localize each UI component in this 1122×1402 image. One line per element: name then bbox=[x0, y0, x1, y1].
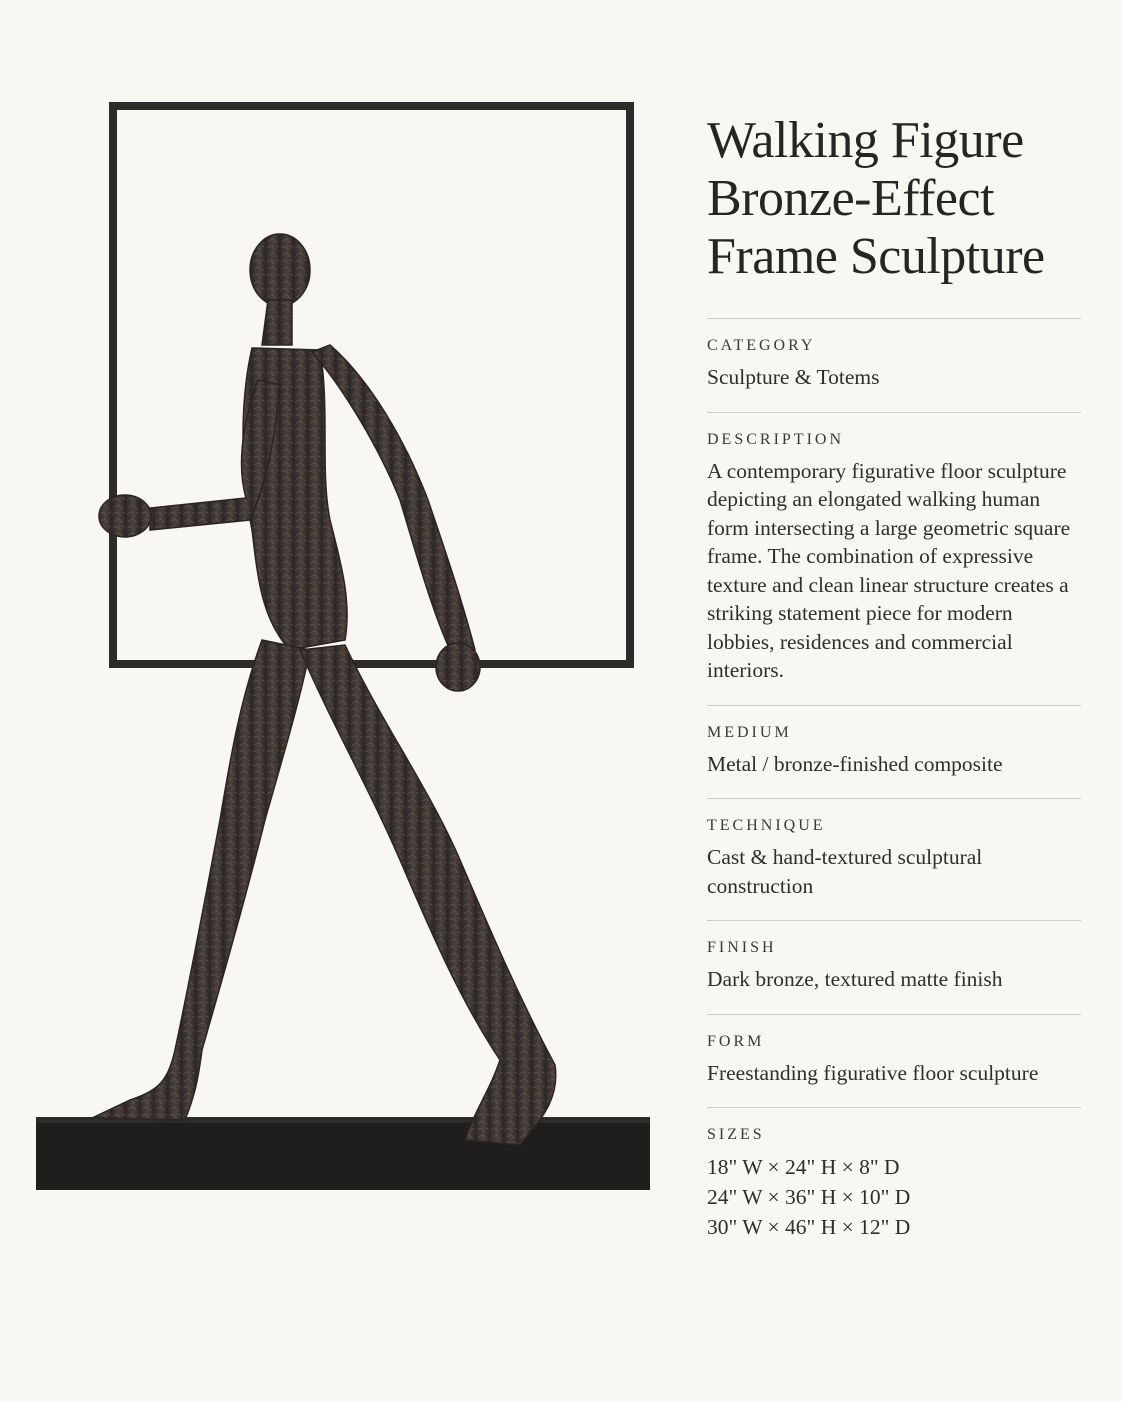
detail-value: Metal / bronze-finished composite bbox=[707, 751, 1003, 776]
detail-form bbox=[707, 1014, 1081, 1108]
size-item: 30" W × 46" H × 12" D bbox=[707, 1215, 911, 1239]
walking-figure bbox=[92, 234, 556, 1145]
detail-label: DESCRIPTION bbox=[707, 430, 845, 448]
size-item: 24" W × 36" H × 10" D bbox=[707, 1185, 911, 1209]
product-info bbox=[707, 112, 1081, 1262]
detail-label: TECHNIQUE bbox=[707, 817, 826, 834]
detail-description bbox=[707, 412, 1081, 705]
detail-value: Cast & hand-textured sculptural construction bbox=[707, 845, 983, 898]
detail-value: A contemporary figurative floor sculpture depicting an elongated walking human form intersecting a large geometric square frame. The combination of expressive texture and clean linear structure creates a striking statement piece for modern lobbies, residences and commercial interiors. bbox=[707, 458, 1071, 682]
detail-technique bbox=[707, 798, 1081, 920]
size-item: 18" W × 24" H × 8" D bbox=[707, 1155, 900, 1179]
sizes-list bbox=[707, 1152, 1081, 1242]
detail-value: Freestanding figurative floor sculpture bbox=[707, 1060, 1039, 1085]
detail-value: Dark bronze, textured matte finish bbox=[707, 967, 1003, 991]
detail-medium bbox=[707, 705, 1081, 799]
detail-label: FORM bbox=[707, 1032, 765, 1050]
product-title: Walking Figure Bronze-Effect Frame Sculpture bbox=[707, 112, 1045, 285]
sizes-label: SIZES bbox=[707, 1126, 765, 1143]
sculpture-base bbox=[36, 1117, 650, 1190]
detail-finish bbox=[707, 920, 1081, 1014]
detail-sizes bbox=[707, 1107, 1081, 1262]
detail-label: FINISH bbox=[707, 939, 777, 956]
detail-label: CATEGORY bbox=[707, 337, 816, 354]
detail-label: MEDIUM bbox=[707, 723, 792, 741]
detail-value: Sculpture & Totems bbox=[707, 365, 880, 389]
detail-category bbox=[707, 318, 1081, 412]
square-frame bbox=[113, 106, 630, 664]
